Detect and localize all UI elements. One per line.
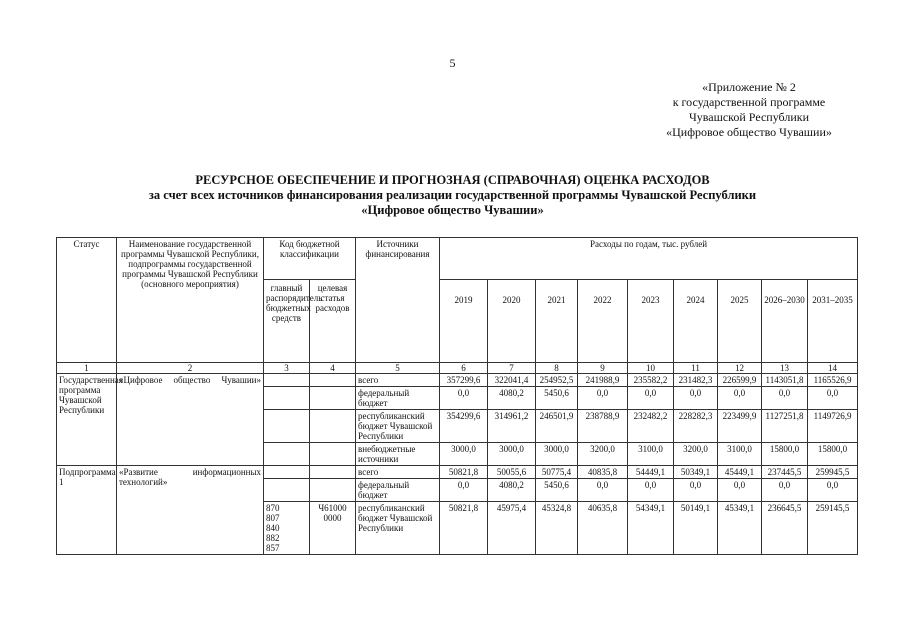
- expense-value-cell: 0,0: [628, 479, 674, 502]
- table-row: [57, 374, 858, 387]
- expense-value-cell: 40835,8: [578, 466, 628, 479]
- program-name-cell: «Цифровое общество Чувашии»: [117, 374, 264, 466]
- expense-value-cell: 40635,8: [578, 502, 628, 555]
- main-manager-cell: [264, 443, 310, 466]
- expense-value-cell: 314961,2: [488, 410, 536, 443]
- expense-value-cell: 0,0: [628, 387, 674, 410]
- page-number: 5: [449, 56, 456, 70]
- column-number: 4: [310, 363, 356, 374]
- target-item-cell: [310, 466, 356, 479]
- expense-value-cell: 237445,5: [762, 466, 808, 479]
- expense-value-cell: 226599,9: [718, 374, 762, 387]
- header-year: 2026–2030: [762, 280, 808, 363]
- manager-code: 870: [266, 503, 280, 513]
- column-number: 6: [440, 363, 488, 374]
- header-row: [57, 238, 858, 280]
- manager-code: 840: [266, 523, 280, 533]
- main-manager-cell: [264, 410, 310, 443]
- header-budget-code: Код бюджетной классификации: [264, 238, 356, 280]
- expenses-table-container: [56, 237, 857, 555]
- header-year: 2020: [488, 280, 536, 363]
- expense-value-cell: 0,0: [674, 387, 718, 410]
- header-sources: Источники финансирования: [356, 238, 440, 363]
- column-number: 1: [57, 363, 117, 374]
- column-number: 2: [117, 363, 264, 374]
- main-manager-cell: [264, 374, 310, 387]
- funding-source-cell: всего: [356, 374, 440, 387]
- appendix-line: «Цифровое общество Чувашии»: [666, 125, 832, 139]
- expense-value-cell: 0,0: [808, 479, 858, 502]
- expense-value-cell: 5450,6: [536, 479, 578, 502]
- manager-code: 882: [266, 533, 280, 543]
- expense-value-cell: 50349,1: [674, 466, 718, 479]
- expense-value-cell: 322041,4: [488, 374, 536, 387]
- expense-value-cell: 0,0: [762, 479, 808, 502]
- column-number: 7: [488, 363, 536, 374]
- column-number: 12: [718, 363, 762, 374]
- appendix-line: «Приложение № 2: [702, 80, 796, 94]
- expense-value-cell: 0,0: [762, 387, 808, 410]
- target-item-cell: [310, 443, 356, 466]
- expense-value-cell: 232482,2: [628, 410, 674, 443]
- expense-value-cell: 50149,1: [674, 502, 718, 555]
- expense-value-cell: 223499,9: [718, 410, 762, 443]
- column-number: 5: [356, 363, 440, 374]
- expense-value-cell: 259945,5: [808, 466, 858, 479]
- target-item-cell: [310, 387, 356, 410]
- target-item-cell: Ч61000 0000: [310, 502, 356, 555]
- expense-value-cell: 50821,8: [440, 502, 488, 555]
- expense-value-cell: 238788,9: [578, 410, 628, 443]
- header-year: 2022: [578, 280, 628, 363]
- expense-value-cell: 3000,0: [440, 443, 488, 466]
- appendix-line: Чувашской Республики: [688, 110, 810, 124]
- funding-source-cell: всего: [356, 466, 440, 479]
- expense-value-cell: 1149726,9: [808, 410, 858, 443]
- header-name: Наименование государственной программы Чувашской Республики, подпрограммы государственной программы Чувашской Республики (основного мероприятия): [117, 238, 264, 363]
- funding-source-cell: федеральный бюджет: [356, 387, 440, 410]
- expense-value-cell: 15800,0: [808, 443, 858, 466]
- main-manager-cell: [264, 466, 310, 479]
- program-name-cell: «Развитие информационных технологий»: [117, 466, 264, 555]
- main-manager-cell: [264, 502, 310, 555]
- expense-value-cell: 357299,6: [440, 374, 488, 387]
- expense-value-cell: 354299,6: [440, 410, 488, 443]
- document-title: [0, 173, 905, 218]
- expense-value-cell: 3200,0: [674, 443, 718, 466]
- column-number: 8: [536, 363, 578, 374]
- expenses-table: [56, 237, 858, 555]
- expense-value-cell: 228282,3: [674, 410, 718, 443]
- status-cell: Подпрограмма 1: [57, 466, 117, 555]
- expense-value-cell: 0,0: [718, 479, 762, 502]
- expense-value-cell: 259145,5: [808, 502, 858, 555]
- status-cell: Государственная программа Чувашской Республики: [57, 374, 117, 466]
- column-number: 14: [808, 363, 858, 374]
- expense-value-cell: 1165526,9: [808, 374, 858, 387]
- expense-value-cell: 231482,3: [674, 374, 718, 387]
- target-item-cell: [310, 479, 356, 502]
- header-year: 2031–2035: [808, 280, 858, 363]
- target-item-cell: [310, 374, 356, 387]
- header-expenses: Расходы по годам, тыс. рублей: [440, 238, 858, 280]
- main-manager-cell: [264, 479, 310, 502]
- header-year: 2019: [440, 280, 488, 363]
- expense-value-cell: 3200,0: [578, 443, 628, 466]
- expense-value-cell: 3000,0: [488, 443, 536, 466]
- expense-value-cell: 45449,1: [718, 466, 762, 479]
- header-year: 2024: [674, 280, 718, 363]
- expense-value-cell: 15800,0: [762, 443, 808, 466]
- header-year: 2025: [718, 280, 762, 363]
- expense-value-cell: 1127251,8: [762, 410, 808, 443]
- expense-value-cell: 0,0: [808, 387, 858, 410]
- expense-value-cell: 235582,2: [628, 374, 674, 387]
- expense-value-cell: 254952,5: [536, 374, 578, 387]
- funding-source-cell: внебюджетные источники: [356, 443, 440, 466]
- expense-value-cell: 50055,6: [488, 466, 536, 479]
- expense-value-cell: 0,0: [578, 387, 628, 410]
- column-number: 10: [628, 363, 674, 374]
- expense-value-cell: 3100,0: [628, 443, 674, 466]
- appendix-block: [620, 80, 878, 140]
- expense-value-cell: 0,0: [718, 387, 762, 410]
- expense-value-cell: 241988,9: [578, 374, 628, 387]
- column-number: 11: [674, 363, 718, 374]
- funding-source-cell: республиканский бюджет Чувашской Республики: [356, 410, 440, 443]
- title-line: за счет всех источников финансирования реализации государственной программы Чувашской Республики: [148, 188, 757, 202]
- expense-value-cell: 45349,1: [718, 502, 762, 555]
- expense-value-cell: 4080,2: [488, 479, 536, 502]
- expense-value-cell: 54349,1: [628, 502, 674, 555]
- column-number-row: [57, 363, 858, 374]
- expense-value-cell: 3000,0: [536, 443, 578, 466]
- appendix-line: к государственной программе: [672, 95, 826, 109]
- title-line: РЕСУРСНОЕ ОБЕСПЕЧЕНИЕ И ПРОГНОЗНАЯ (СПРАВОЧНАЯ) ОЦЕНКА РАСХОДОВ: [195, 173, 710, 187]
- header-year: 2023: [628, 280, 674, 363]
- funding-source-cell: республиканский бюджет Чувашской Республики: [356, 502, 440, 555]
- expense-value-cell: 0,0: [674, 479, 718, 502]
- header-main-manager: главный распорядитель бюджетных средств: [264, 280, 310, 363]
- column-number: 3: [264, 363, 310, 374]
- expense-value-cell: 3100,0: [718, 443, 762, 466]
- target-item-cell: [310, 410, 356, 443]
- expense-value-cell: 45975,4: [488, 502, 536, 555]
- expense-value-cell: 50821,8: [440, 466, 488, 479]
- header-year: 2021: [536, 280, 578, 363]
- expense-value-cell: 4080,2: [488, 387, 536, 410]
- funding-source-cell: федеральный бюджет: [356, 479, 440, 502]
- expense-value-cell: 50775,4: [536, 466, 578, 479]
- expense-value-cell: 54449,1: [628, 466, 674, 479]
- expense-value-cell: 0,0: [440, 387, 488, 410]
- expense-value-cell: 236645,5: [762, 502, 808, 555]
- table-row: [57, 466, 858, 479]
- title-line: «Цифровое общество Чувашии»: [361, 203, 544, 217]
- header-status: Статус: [57, 238, 117, 363]
- expense-value-cell: 45324,8: [536, 502, 578, 555]
- manager-code: 857: [266, 543, 280, 553]
- expense-value-cell: 246501,9: [536, 410, 578, 443]
- manager-code: 807: [266, 513, 280, 523]
- expense-value-cell: 0,0: [440, 479, 488, 502]
- header-target-item: целевая статья расходов: [310, 280, 356, 363]
- column-number: 9: [578, 363, 628, 374]
- expense-value-cell: 0,0: [578, 479, 628, 502]
- main-manager-cell: [264, 387, 310, 410]
- column-number: 13: [762, 363, 808, 374]
- expense-value-cell: 5450,6: [536, 387, 578, 410]
- expense-value-cell: 1143051,8: [762, 374, 808, 387]
